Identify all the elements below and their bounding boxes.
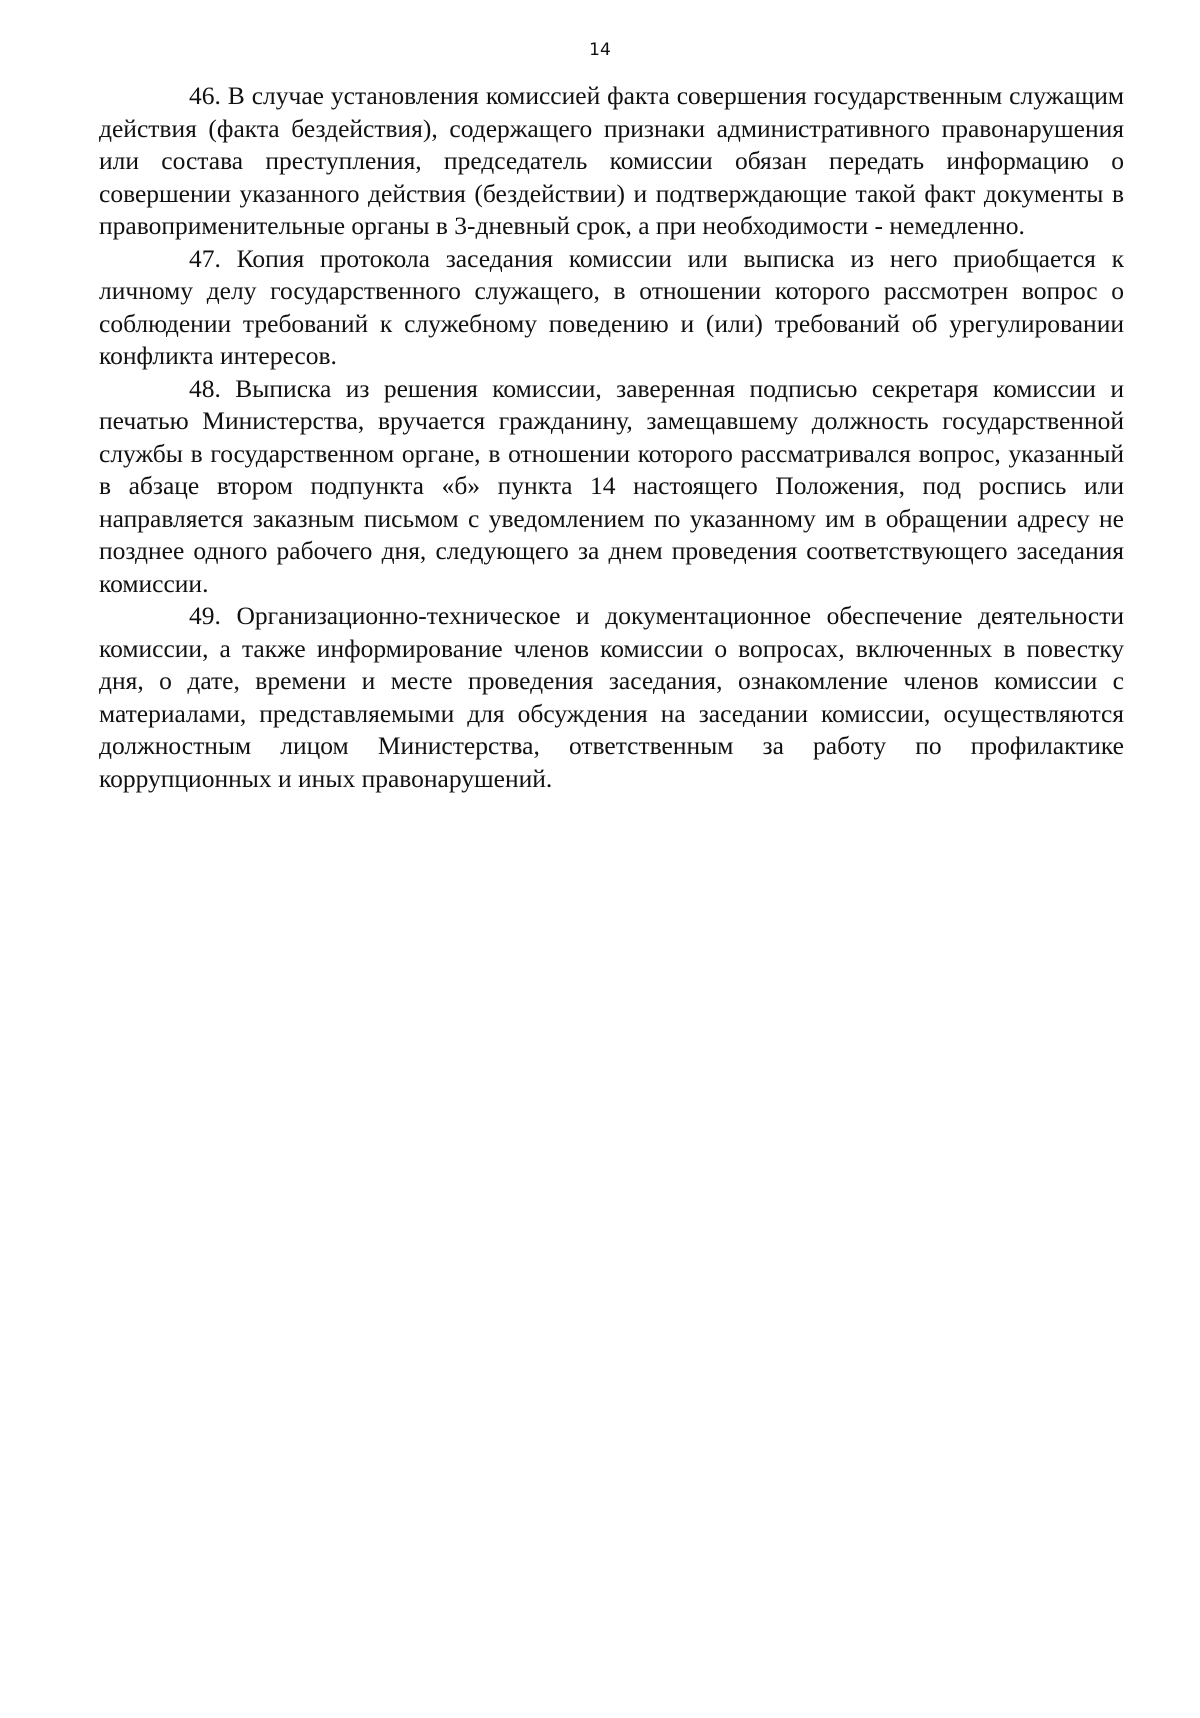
paragraph-48: 48. Выписка из решения комиссии, заверенная подписью секретаря комиссии и печатью Министерства, вручается гражданину, замещавшему должность государственной службы в государственном органе, в отношении которого рассматривался вопрос, указанный в абзаце втором подпункта «б» пункта 14 настоящего Положения, под роспись или направляется заказным письмом с уведомлением по указанному им в обращении адресу не позднее одного рабочего дня, следующего за днем проведения соответствующего заседания комиссии. <box>99 373 1124 598</box>
page-number: 14 <box>589 40 611 60</box>
paragraph-46: 46. В случае установления комиссией факта совершения государственным служащим действия (факта бездействия), содержащего признаки административного правонарушения или состава преступления, председатель комиссии обязан передать информацию о совершении указанного действия (бездействии) и подтверждающие такой факт документы в правоприменительные органы в 3-дневный срок, а при необходимости - немедленно. <box>99 81 1124 240</box>
document-body <box>99 80 1124 795</box>
paragraph-49: 49. Организационно-техническое и документационное обеспечение деятельности комиссии, а также информирование членов комиссии о вопросах, включенных в повестку дня, о дате, времени и месте проведения заседания, ознакомление членов комиссии с материалами, представляемыми для обсуждения на заседании комиссии, осуществляются должностным лицом Министерства, ответственным за работу по профилактике коррупционных и иных правонарушений. <box>99 601 1124 793</box>
paragraph-47: 47. Копия протокола заседания комиссии или выписка из него приобщается к личному делу государственного служащего, в отношении которого рассмотрен вопрос о соблюдении требований к служебному поведению и (или) требований об урегулировании конфликта интересов. <box>99 243 1124 370</box>
